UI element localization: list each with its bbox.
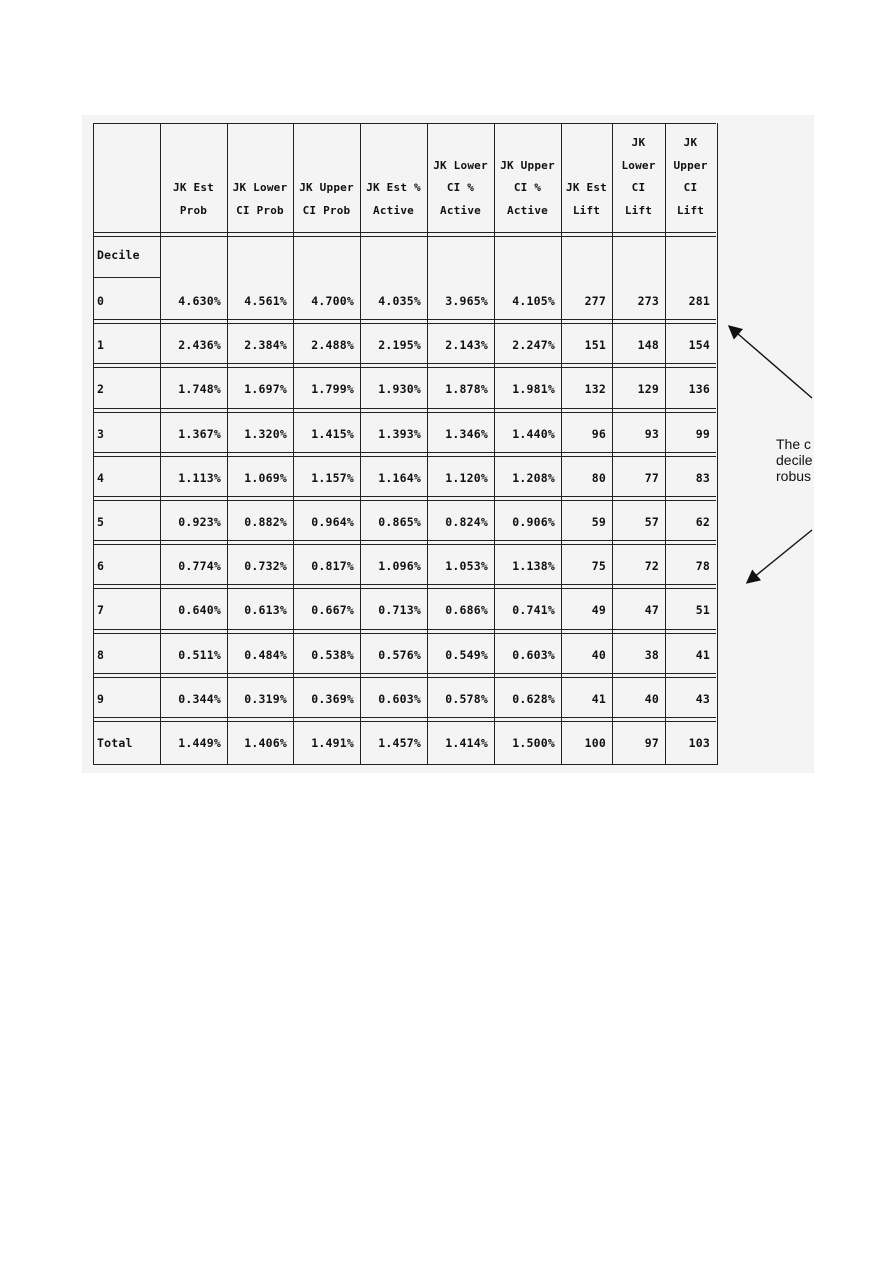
annotation-line: decile — [776, 452, 813, 468]
table-cell: 1.138% — [512, 559, 555, 574]
table-cell: 1.449% — [178, 736, 221, 750]
decile-label: Decile — [97, 248, 140, 262]
column-header-line: JK Est — [566, 181, 607, 194]
table-cell: 2.143% — [445, 338, 488, 353]
table-cell: 2.488% — [311, 338, 354, 353]
column-header-line: Lift — [572, 203, 601, 217]
table-cell: 0.964% — [311, 515, 354, 529]
table-cell: 1.930% — [378, 382, 421, 397]
table-cell: 0.741% — [512, 603, 555, 618]
table-cell: 59 — [591, 515, 606, 529]
row-label: Total — [97, 736, 133, 750]
table-cell: 4.035% — [378, 294, 421, 308]
column-header-line: JK Est % — [366, 181, 421, 194]
table-cell: 0.369% — [311, 691, 354, 706]
table-cell: 0.603% — [512, 647, 555, 662]
table-cell: 0.923% — [178, 515, 221, 529]
table-cell: 4.700% — [311, 294, 354, 308]
table-cell: 154 — [688, 338, 710, 353]
table-cell: 0.511% — [178, 647, 221, 662]
annotation-line: robus — [776, 468, 812, 484]
table-cell: 2.195% — [378, 338, 421, 353]
table-cell: 0.906% — [512, 515, 555, 529]
column-header-line: Active — [507, 203, 548, 217]
table-cell: 43 — [695, 691, 710, 706]
row-label: 8 — [97, 647, 105, 662]
table-cell: 103 — [688, 736, 710, 750]
table-cell: 1.440% — [512, 426, 555, 441]
table-cell: 49 — [591, 603, 606, 618]
table-cell: 72 — [644, 559, 659, 574]
table-cell: 1.878% — [445, 382, 488, 397]
table-cell: 2.384% — [244, 338, 287, 353]
column-header-line: CI % — [513, 181, 542, 194]
table-cell: 0.882% — [244, 515, 287, 529]
table-cell: 1.415% — [311, 426, 354, 441]
table-cell: 41 — [591, 691, 606, 706]
column-header-line: Prob — [179, 203, 208, 217]
table-cell: 132 — [584, 382, 606, 397]
table-cell: 129 — [637, 382, 659, 397]
table-cell: 0.549% — [445, 647, 488, 662]
table-cell: 1.981% — [512, 382, 555, 397]
table-cell: 1.164% — [378, 470, 421, 485]
table-cell: 0.484% — [244, 647, 287, 662]
row-label: 9 — [97, 691, 105, 706]
table-cell: 1.113% — [178, 470, 221, 485]
table-cell: 1.414% — [445, 736, 488, 750]
column-header-line: CI Prob — [236, 203, 284, 217]
table-cell: 0.578% — [445, 691, 488, 706]
column-header-line: Upper — [673, 158, 708, 172]
column-header-line: CI — [683, 181, 698, 194]
table-cell: 96 — [591, 426, 606, 441]
table-cell: 273 — [637, 294, 659, 308]
table-cell: 93 — [644, 426, 659, 441]
table-cell: 0.613% — [244, 603, 287, 618]
table-cell: 136 — [688, 382, 710, 397]
table-cell: 1.697% — [244, 382, 287, 397]
row-label: 7 — [97, 603, 105, 618]
table-cell: 0.686% — [445, 603, 488, 618]
table-cell: 0.319% — [244, 691, 287, 706]
column-header-line: JK Lower — [433, 158, 488, 172]
table-cell: 0.603% — [378, 691, 421, 706]
column-header-line: Active — [440, 203, 481, 217]
table-cell: 148 — [637, 338, 659, 353]
table-cell: 0.667% — [311, 603, 354, 618]
table-cell: 277 — [584, 294, 606, 308]
table-cell: 1.367% — [178, 426, 221, 441]
row-label: 1 — [97, 338, 105, 353]
table-cell: 1.096% — [378, 559, 421, 574]
row-label: 4 — [97, 470, 105, 485]
table-cell: 0.774% — [178, 559, 221, 574]
annotation-line: The c — [776, 436, 812, 452]
row-label: 2 — [97, 382, 105, 397]
column-header-line: CI Prob — [302, 203, 351, 217]
table-cell: 0.640% — [178, 603, 221, 618]
table-cell: 47 — [644, 603, 659, 618]
row-label: 0 — [97, 294, 105, 308]
table-cell: 1.208% — [512, 470, 555, 485]
table-cell: 41 — [695, 647, 710, 662]
table-cell: 1.120% — [445, 470, 488, 485]
table-cell: 1.393% — [378, 426, 421, 441]
table-cell: 0.732% — [244, 559, 287, 574]
table-cell: 151 — [584, 338, 606, 353]
table-cell: 0.824% — [445, 515, 488, 529]
table-cell: 40 — [591, 647, 606, 662]
table-cell: 78 — [695, 559, 710, 574]
table-cell: 51 — [695, 603, 710, 618]
table-cell: 62 — [695, 515, 710, 529]
table-cell: 4.561% — [244, 294, 287, 308]
arrow-down-left — [748, 530, 812, 582]
table-cell: 2.436% — [178, 338, 221, 353]
row-label: 5 — [97, 515, 105, 529]
table-cell: 0.344% — [178, 691, 221, 706]
table-cell: 0.713% — [378, 603, 421, 618]
table-cell: 1.053% — [445, 559, 488, 574]
column-header-line: JK — [631, 136, 646, 149]
table-cell: 75 — [591, 559, 606, 574]
table-cell: 83 — [695, 470, 710, 485]
table-cell: 1.457% — [378, 736, 421, 750]
table-cell: 3.965% — [445, 294, 488, 308]
table-cell: 1.799% — [311, 382, 354, 397]
table-cell: 1.346% — [445, 426, 488, 441]
table-cell: 1.069% — [244, 470, 287, 485]
column-header-line: Lower — [621, 158, 656, 172]
column-header-line: Lift — [624, 203, 653, 217]
column-header-line: JK — [683, 136, 698, 149]
column-header-line: JK Upper — [299, 181, 354, 194]
table-cell: 0.576% — [378, 647, 421, 662]
table-cell: 38 — [644, 647, 659, 662]
table-cell: 1.500% — [512, 736, 555, 750]
table-cell: 1.320% — [244, 426, 287, 441]
table-cell: 0.628% — [512, 691, 555, 706]
table-cell: 2.247% — [512, 338, 555, 353]
table-cell: 1.406% — [244, 736, 287, 750]
table-cell: 1.157% — [311, 470, 354, 485]
table-cell: 1.748% — [178, 382, 221, 397]
row-label: 6 — [97, 559, 105, 574]
table-cell: 100 — [584, 736, 606, 750]
column-header-line: CI % — [446, 181, 475, 194]
table-cell: 77 — [644, 470, 659, 485]
table-cell: 4.630% — [178, 294, 221, 308]
table-cell: 281 — [688, 294, 710, 308]
table-cell: 1.491% — [311, 736, 354, 750]
column-header-line: JK Upper — [500, 158, 555, 172]
table-cell: 0.865% — [378, 515, 421, 529]
table-cell: 57 — [644, 515, 659, 529]
table-cell: 40 — [644, 691, 659, 706]
arrow-up-left — [730, 327, 812, 398]
table-cell: 4.105% — [512, 294, 555, 308]
row-label: 3 — [97, 426, 105, 441]
table-cell: 0.817% — [311, 559, 354, 574]
column-header-line: JK Est — [173, 181, 214, 194]
table-cell: 80 — [591, 470, 606, 485]
column-header-line: Active — [373, 203, 414, 217]
column-header-line: JK Lower — [232, 181, 288, 194]
table-cell: 0.538% — [311, 647, 354, 662]
column-header-line: CI — [631, 181, 646, 194]
table-cell: 97 — [644, 736, 659, 750]
column-header-line: Lift — [676, 203, 705, 217]
table-cell: 99 — [695, 426, 710, 441]
